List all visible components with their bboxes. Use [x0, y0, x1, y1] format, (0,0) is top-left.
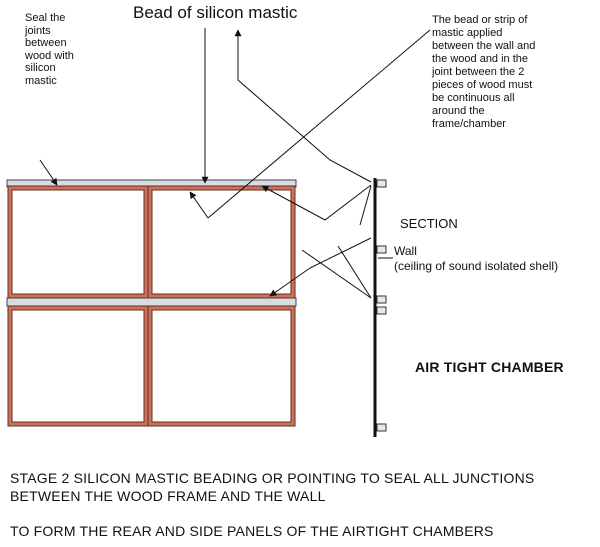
stage-caption: STAGE 2 SILICON MASTIC BEADING OR POINTING TO SEAL ALL JUNCTIONS BETWEEN THE WOOD FRAME AND THE WALL — [10, 470, 535, 504]
wall-label: Wall — [394, 244, 417, 258]
section-label: SECTION — [400, 216, 458, 231]
wall-leader-2 — [338, 246, 371, 298]
bead-note-label: The bead or strip of mastic applied between the wall and the wood and in the joint between the 2 pieces of wood must be continuous all around the frame/chamber — [432, 14, 536, 130]
wall-leader — [302, 250, 371, 298]
panel-lower-right — [148, 306, 295, 426]
panel-upper-right — [148, 186, 295, 298]
wall-fixings — [377, 180, 386, 431]
bead-arrow-corner — [208, 30, 430, 218]
air-tight-chamber-label: AIR TIGHT CHAMBER — [415, 359, 564, 375]
panel-lower-left — [8, 306, 148, 426]
middle-board — [7, 298, 296, 306]
seal-joints-label: Seal the joints between wood with silicon mastic — [25, 12, 74, 87]
note-leader-up — [238, 30, 371, 182]
bead-title-label: Bead of silicon mastic — [133, 3, 298, 22]
wall-detail-label: (ceiling of sound isolated shell) — [394, 259, 559, 273]
purpose-caption: TO FORM THE REAR AND SIDE PANELS OF THE AIRTIGHT CHAMBERS — [10, 523, 494, 539]
bead-arrow-inner — [190, 192, 208, 218]
panel-upper-left — [8, 186, 148, 298]
